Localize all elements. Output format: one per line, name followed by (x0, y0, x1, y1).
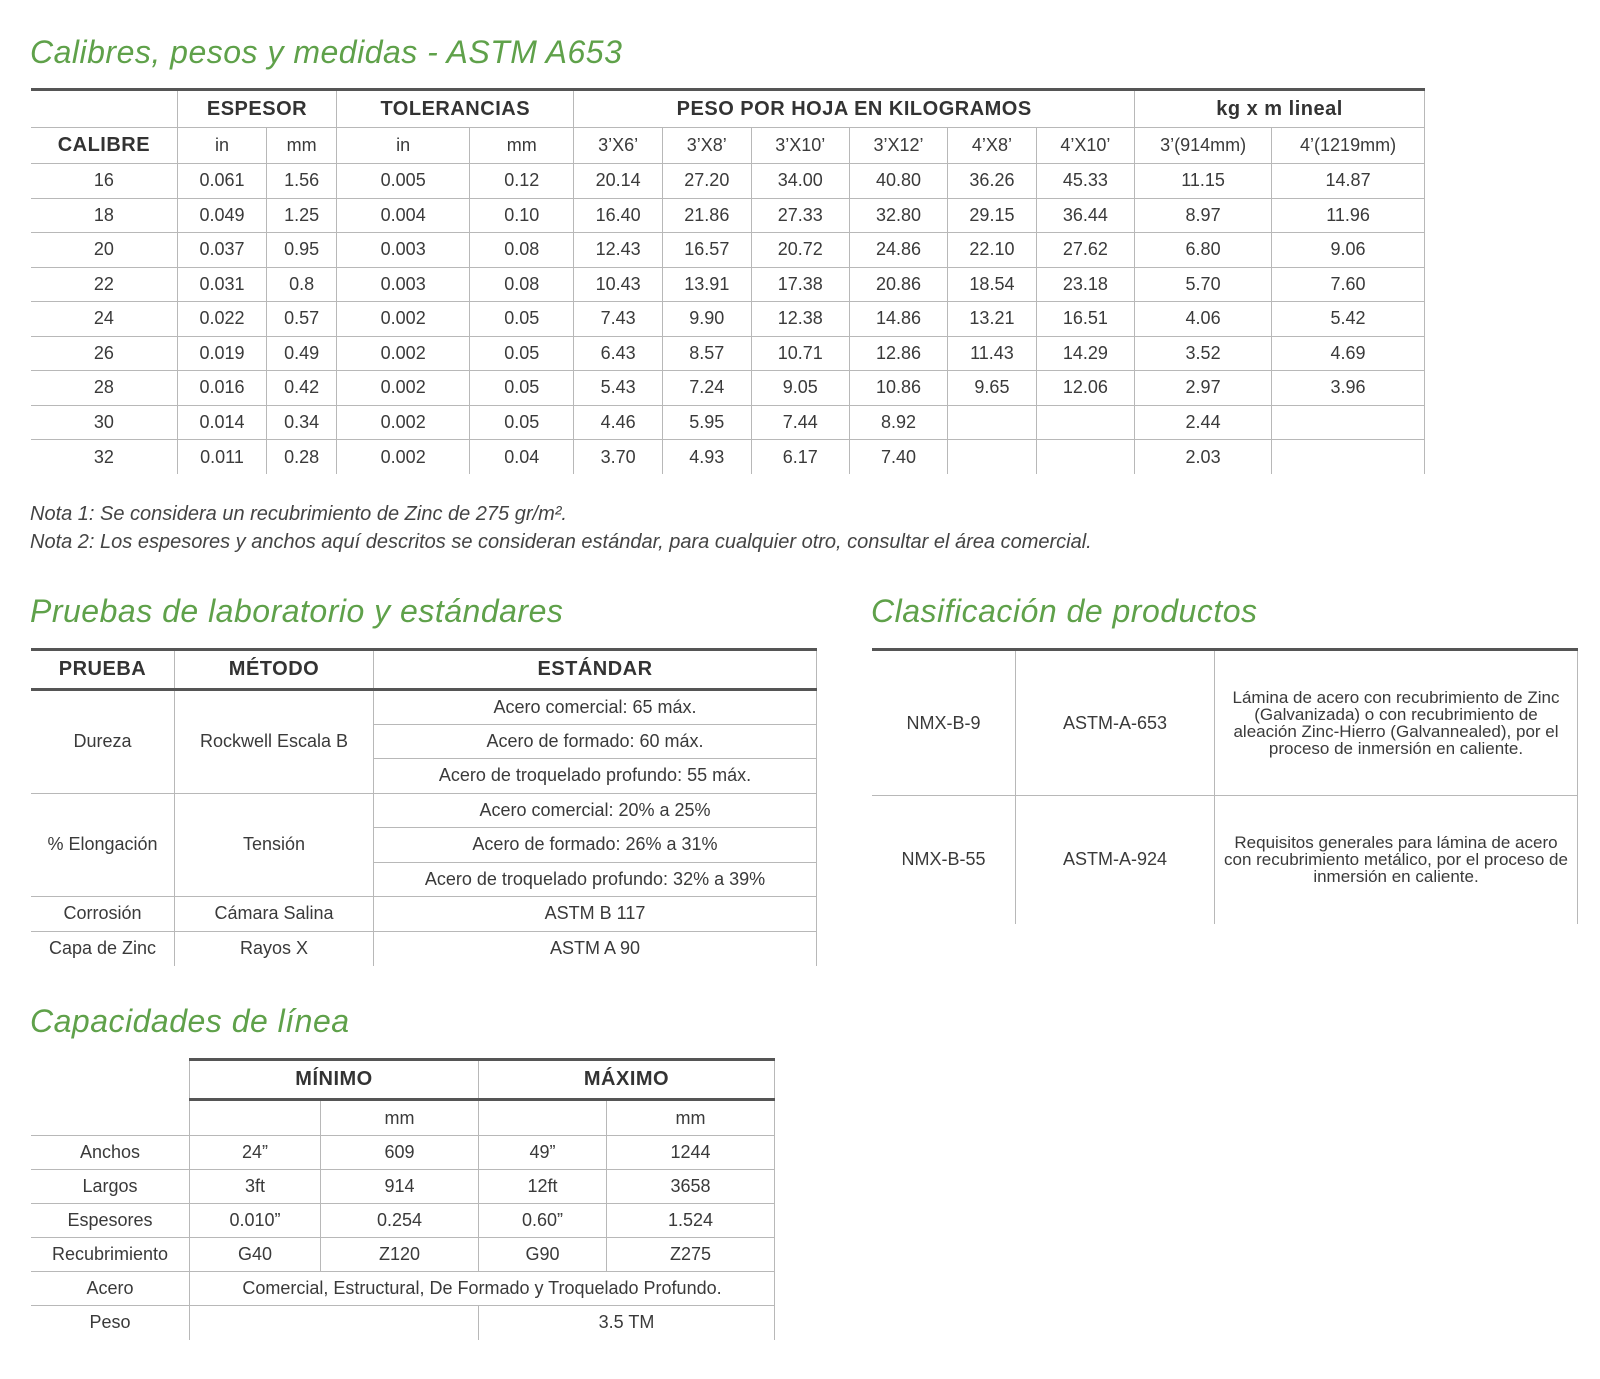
value-cell: 20.72 (751, 233, 849, 268)
value-cell: 6.43 (574, 336, 663, 371)
subheader-cell: 4’X8’ (948, 128, 1037, 164)
value-cell: 12.06 (1036, 371, 1134, 406)
value-cell: 0.014 (177, 405, 266, 440)
estandar-corrosion: ASTM B 117 (374, 897, 817, 932)
value-cell: 0.010” (190, 1204, 321, 1238)
value-cell: 9.06 (1272, 233, 1425, 268)
value-cell (1036, 440, 1134, 475)
value-cell: 0.05 (470, 405, 574, 440)
calibre-cell: 16 (31, 164, 177, 199)
value-cell: 4.46 (574, 405, 663, 440)
unit-cell: mm (321, 1100, 479, 1136)
value-cell: 0.003 (337, 233, 470, 268)
value-cell: 18.54 (948, 267, 1037, 302)
value-cell: 0.05 (470, 302, 574, 337)
value-cell: 3ft (190, 1170, 321, 1204)
value-cell: 5.70 (1135, 267, 1272, 302)
value-cell: 13.21 (948, 302, 1037, 337)
subheader-cell: 3’X8’ (662, 128, 751, 164)
value-cell: 12ft (479, 1170, 607, 1204)
peso-value: 3.5 TM (479, 1306, 775, 1340)
value-cell: 4.93 (662, 440, 751, 475)
value-cell: 0.061 (177, 164, 266, 199)
table-row (31, 405, 1425, 440)
table-row (31, 198, 1425, 233)
table-row (31, 233, 1425, 268)
value-cell (1036, 405, 1134, 440)
value-cell: 16.57 (662, 233, 751, 268)
value-cell: 0.08 (470, 233, 574, 268)
value-cell: 0.05 (470, 336, 574, 371)
section-title-calibres: Calibres, pesos y medidas - ASTM A653 (30, 34, 623, 70)
value-cell: 0.254 (321, 1204, 479, 1238)
value-cell: 20.14 (574, 164, 663, 199)
espesor-header: ESPESOR (177, 90, 336, 128)
value-cell: 0.002 (337, 440, 470, 475)
value-cell: 2.03 (1135, 440, 1272, 475)
value-cell: 0.49 (267, 336, 337, 371)
value-cell: 8.97 (1135, 198, 1272, 233)
value-cell: 5.95 (662, 405, 751, 440)
estandar-cell: Acero de troquelado profundo: 32% a 39% (374, 862, 817, 897)
value-cell: 8.92 (849, 405, 947, 440)
minimo-header: MÍNIMO (190, 1060, 479, 1100)
value-cell: 0.002 (337, 371, 470, 406)
value-cell: 14.29 (1036, 336, 1134, 371)
blank-header-cell (31, 1060, 190, 1100)
section-title-pruebas: Pruebas de laboratorio y estándares (30, 593, 564, 629)
value-cell: 9.90 (662, 302, 751, 337)
table-row (31, 302, 1425, 337)
row-label: Recubrimiento (31, 1238, 190, 1272)
pruebas-table (31, 648, 817, 966)
value-cell: 12.43 (574, 233, 663, 268)
value-cell: 24.86 (849, 233, 947, 268)
value-cell: 32.80 (849, 198, 947, 233)
value-cell: 36.26 (948, 164, 1037, 199)
value-cell: 21.86 (662, 198, 751, 233)
estandar-header: ESTÁNDAR (374, 650, 817, 690)
prueba-corrosion: Corrosión (31, 897, 175, 932)
subheader-cell: 4’(1219mm) (1272, 128, 1425, 164)
value-cell: 7.43 (574, 302, 663, 337)
value-cell: 0.016 (177, 371, 266, 406)
estandar-cell: Acero de formado: 26% a 31% (374, 828, 817, 863)
subheader-cell: in (337, 128, 470, 164)
product-description (1215, 650, 1578, 796)
table-row (31, 164, 1425, 199)
capacidades-table (31, 1058, 775, 1340)
value-cell: 0.34 (267, 405, 337, 440)
row-label: Anchos (31, 1136, 190, 1170)
calibre-cell: 26 (31, 336, 177, 371)
value-cell: 17.38 (751, 267, 849, 302)
value-cell: 20.86 (849, 267, 947, 302)
table-row (31, 1238, 775, 1272)
value-cell: 609 (321, 1136, 479, 1170)
value-cell: 13.91 (662, 267, 751, 302)
metodo-dureza: Rockwell Escala B (175, 690, 374, 794)
value-cell: 0.95 (267, 233, 337, 268)
lineal-header: kg x m lineal (1135, 90, 1425, 128)
value-cell: 0.002 (337, 302, 470, 337)
blank-cell (31, 1100, 190, 1136)
prueba-header: PRUEBA (31, 650, 175, 690)
value-cell: 0.011 (177, 440, 266, 475)
value-cell: 10.71 (751, 336, 849, 371)
subheader-cell: 3’X12’ (849, 128, 947, 164)
description-text: Requisitos generales para lámina de acero con recubrimiento metálico, por el proceso de inmersión en caliente. (1224, 833, 1568, 887)
note-1: Nota 1: Se considera un recubrimiento de Zinc de 275 gr/m². (30, 503, 567, 525)
astm-code: ASTM-A-653 (1016, 650, 1215, 796)
value-cell: 45.33 (1036, 164, 1134, 199)
value-cell: 10.86 (849, 371, 947, 406)
unit-blank-cell (190, 1100, 321, 1136)
maximo-header: MÁXIMO (479, 1060, 775, 1100)
value-cell: 0.049 (177, 198, 266, 233)
estandar-cell: Acero comercial: 65 máx. (374, 690, 817, 725)
calibres-table (31, 88, 1425, 474)
estandar-zinc: ASTM A 90 (374, 931, 817, 966)
value-cell: 0.60” (479, 1204, 607, 1238)
estandar-cell: Acero de formado: 60 máx. (374, 724, 817, 759)
subheader-cell: 3’(914mm) (1135, 128, 1272, 164)
value-cell: 4.69 (1272, 336, 1425, 371)
value-cell: 29.15 (948, 198, 1037, 233)
value-cell: 6.80 (1135, 233, 1272, 268)
product-description (1215, 796, 1578, 924)
value-cell: 11.96 (1272, 198, 1425, 233)
value-cell: 22.10 (948, 233, 1037, 268)
unit-blank-cell (479, 1100, 607, 1136)
subheader-cell: mm (267, 128, 337, 164)
value-cell: 6.17 (751, 440, 849, 475)
value-cell: 1.56 (267, 164, 337, 199)
section-title-capacidades: Capacidades de línea (30, 1003, 350, 1039)
value-cell: 914 (321, 1170, 479, 1204)
value-cell: 1244 (607, 1136, 775, 1170)
value-cell: 0.08 (470, 267, 574, 302)
nmx-code: NMX-B-55 (872, 796, 1016, 924)
value-cell: 0.037 (177, 233, 266, 268)
peso-blank (190, 1306, 479, 1340)
value-cell: 0.12 (470, 164, 574, 199)
tolerancias-header: TOLERANCIAS (337, 90, 574, 128)
value-cell: 11.15 (1135, 164, 1272, 199)
value-cell: 3.96 (1272, 371, 1425, 406)
row-label-peso: Peso (31, 1306, 190, 1340)
value-cell: 34.00 (751, 164, 849, 199)
clasificacion-table (872, 648, 1578, 924)
astm-code: ASTM-A-924 (1016, 796, 1215, 924)
value-cell: 4.06 (1135, 302, 1272, 337)
value-cell: 5.43 (574, 371, 663, 406)
value-cell (948, 440, 1037, 475)
value-cell: 49” (479, 1136, 607, 1170)
prueba-dureza: Dureza (31, 690, 175, 794)
subheader-cell: 3’X10’ (751, 128, 849, 164)
value-cell: 2.44 (1135, 405, 1272, 440)
value-cell: 23.18 (1036, 267, 1134, 302)
prueba-elongacion: % Elongación (31, 793, 175, 897)
value-cell: 0.57 (267, 302, 337, 337)
value-cell: 0.005 (337, 164, 470, 199)
table-row (31, 1204, 775, 1238)
value-cell: 3.70 (574, 440, 663, 475)
value-cell: 27.20 (662, 164, 751, 199)
prueba-zinc: Capa de Zinc (31, 931, 175, 966)
value-cell: 0.10 (470, 198, 574, 233)
value-cell: 14.86 (849, 302, 947, 337)
row-label: Largos (31, 1170, 190, 1204)
value-cell: 16.40 (574, 198, 663, 233)
metodo-zinc: Rayos X (175, 931, 374, 966)
value-cell: 0.8 (267, 267, 337, 302)
value-cell: 0.42 (267, 371, 337, 406)
value-cell: G90 (479, 1238, 607, 1272)
value-cell: 1.524 (607, 1204, 775, 1238)
value-cell: 3658 (607, 1170, 775, 1204)
metodo-header: MÉTODO (175, 650, 374, 690)
value-cell: 27.33 (751, 198, 849, 233)
value-cell: 0.05 (470, 371, 574, 406)
value-cell: 11.43 (948, 336, 1037, 371)
calibre-cell: 30 (31, 405, 177, 440)
table-row (31, 1136, 775, 1170)
value-cell: 9.05 (751, 371, 849, 406)
acero-value: Comercial, Estructural, De Formado y Troquelado Profundo. (190, 1272, 775, 1306)
calibre-cell: 24 (31, 302, 177, 337)
table-row (31, 371, 1425, 406)
peso-header: PESO POR HOJA EN KILOGRAMOS (574, 90, 1135, 128)
value-cell: 0.003 (337, 267, 470, 302)
value-cell (1272, 405, 1425, 440)
value-cell: 12.86 (849, 336, 947, 371)
value-cell: Z275 (607, 1238, 775, 1272)
value-cell: 0.28 (267, 440, 337, 475)
value-cell: 0.022 (177, 302, 266, 337)
metodo-elongacion: Tensión (175, 793, 374, 897)
value-cell: Z120 (321, 1238, 479, 1272)
table-row (31, 440, 1425, 475)
calibre-cell: 18 (31, 198, 177, 233)
subheader-cell: 3’X6’ (574, 128, 663, 164)
table-row (31, 336, 1425, 371)
value-cell: 40.80 (849, 164, 947, 199)
value-cell: 5.42 (1272, 302, 1425, 337)
row-label-acero: Acero (31, 1272, 190, 1306)
value-cell: 7.44 (751, 405, 849, 440)
calibre-cell: 20 (31, 233, 177, 268)
value-cell (1272, 440, 1425, 475)
subheader-cell: 4’X10’ (1036, 128, 1134, 164)
table-row (31, 267, 1425, 302)
value-cell: 36.44 (1036, 198, 1134, 233)
value-cell: 27.62 (1036, 233, 1134, 268)
value-cell: 8.57 (662, 336, 751, 371)
row-label: Espesores (31, 1204, 190, 1238)
value-cell: 0.031 (177, 267, 266, 302)
value-cell: 24” (190, 1136, 321, 1170)
value-cell: 16.51 (1036, 302, 1134, 337)
calibre-header: CALIBRE (31, 128, 177, 164)
value-cell: 0.004 (337, 198, 470, 233)
value-cell: 0.04 (470, 440, 574, 475)
value-cell: 0.002 (337, 405, 470, 440)
blank-header-cell (31, 90, 177, 128)
value-cell: 7.60 (1272, 267, 1425, 302)
value-cell: 7.40 (849, 440, 947, 475)
value-cell: 9.65 (948, 371, 1037, 406)
description-text: Lámina de acero con recubrimiento de Zinc (Galvanizada) o con recubrimiento de aleación Zinc-Hierro (Galvannealed), por el proceso de inmersión en caliente. (1232, 688, 1560, 758)
metodo-corrosion: Cámara Salina (175, 897, 374, 932)
value-cell: 2.97 (1135, 371, 1272, 406)
nmx-code: NMX-B-9 (872, 650, 1016, 796)
calibre-cell: 28 (31, 371, 177, 406)
value-cell (948, 405, 1037, 440)
table-row (31, 1170, 775, 1204)
calibre-cell: 32 (31, 440, 177, 475)
value-cell: 12.38 (751, 302, 849, 337)
value-cell: 7.24 (662, 371, 751, 406)
unit-cell: mm (607, 1100, 775, 1136)
value-cell: G40 (190, 1238, 321, 1272)
calibre-cell: 22 (31, 267, 177, 302)
value-cell: 1.25 (267, 198, 337, 233)
subheader-cell: in (177, 128, 266, 164)
value-cell: 0.002 (337, 336, 470, 371)
section-title-clasificacion: Clasificación de productos (871, 593, 1258, 629)
value-cell: 0.019 (177, 336, 266, 371)
value-cell: 14.87 (1272, 164, 1425, 199)
estandar-cell: Acero de troquelado profundo: 55 máx. (374, 759, 817, 794)
estandar-cell: Acero comercial: 20% a 25% (374, 793, 817, 828)
value-cell: 10.43 (574, 267, 663, 302)
value-cell: 3.52 (1135, 336, 1272, 371)
note-2: Nota 2: Los espesores y anchos aquí descritos se consideran estándar, para cualquier otro, consultar el área comercial. (30, 531, 1092, 553)
subheader-cell: mm (470, 128, 574, 164)
